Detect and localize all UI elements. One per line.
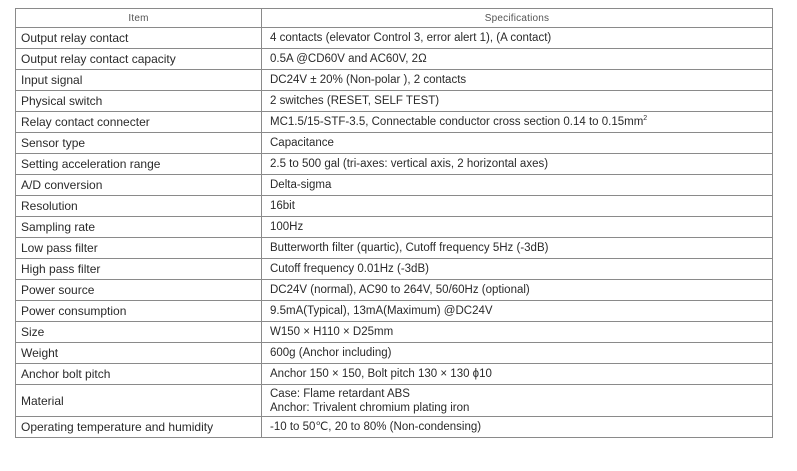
item-cell: Resolution <box>16 196 262 217</box>
item-cell: Anchor bolt pitch <box>16 364 262 385</box>
item-cell: Output relay contact capacity <box>16 49 262 70</box>
item-cell: Output relay contact <box>16 28 262 49</box>
item-cell: Low pass filter <box>16 238 262 259</box>
spec-cell: Cutoff frequency 0.01Hz (-3dB) <box>262 259 773 280</box>
spec-cell: 0.5A @CD60V and AC60V, 2Ω <box>262 49 773 70</box>
table-row <box>16 175 773 196</box>
spec-cell: DC24V (normal), AC90 to 264V, 50/60Hz (optional) <box>262 280 773 301</box>
spec-cell: W150 × H110 × D25mm <box>262 322 773 343</box>
spec-cell: 9.5mA(Typical), 13mA(Maximum) @DC24V <box>262 301 773 322</box>
table-row <box>16 28 773 49</box>
table-row <box>16 49 773 70</box>
table-row <box>16 417 773 438</box>
spec-line: Anchor: Trivalent chromium plating iron <box>270 401 470 414</box>
spec-cell: DC24V ± 20% (Non-polar ), 2 contacts <box>262 70 773 91</box>
item-cell: Weight <box>16 343 262 364</box>
superscript: 2 <box>643 115 648 123</box>
table-header-row <box>16 9 773 28</box>
spec-cell: 2 switches (RESET, SELF TEST) <box>262 91 773 112</box>
item-cell: Sensor type <box>16 133 262 154</box>
item-cell: Setting acceleration range <box>16 154 262 175</box>
item-cell: Operating temperature and humidity <box>16 417 262 438</box>
table-row <box>16 91 773 112</box>
spec-cell: 4 contacts (elevator Control 3, error alert 1), (A contact) <box>262 28 773 49</box>
table-row <box>16 133 773 154</box>
item-cell: Input signal <box>16 70 262 91</box>
specifications-table <box>15 8 773 438</box>
spec-cell: 600g (Anchor including) <box>262 343 773 364</box>
spec-cell: 100Hz <box>262 217 773 238</box>
item-cell: Power consumption <box>16 301 262 322</box>
table-row <box>16 343 773 364</box>
item-cell: Physical switch <box>16 91 262 112</box>
table-row <box>16 112 773 133</box>
spec-cell <box>262 385 773 417</box>
spec-cell: 16bit <box>262 196 773 217</box>
item-cell: Material <box>16 385 262 417</box>
table-row <box>16 322 773 343</box>
table-row <box>16 280 773 301</box>
spec-line: Case: Flame retardant ABS <box>270 387 410 400</box>
table-row <box>16 364 773 385</box>
spec-cell: 2.5 to 500 gal (tri-axes: vertical axis, 2 horizontal axes) <box>262 154 773 175</box>
table-row <box>16 217 773 238</box>
spec-cell: Anchor 150 × 150, Bolt pitch 130 × 130 ϕ10 <box>262 364 773 385</box>
table-row <box>16 259 773 280</box>
spec-cell: -10 to 50℃, 20 to 80% (Non-condensing) <box>262 417 773 438</box>
spec-cell: Capacitance <box>262 133 773 154</box>
item-cell: Power source <box>16 280 262 301</box>
table-row <box>16 70 773 91</box>
item-cell: A/D conversion <box>16 175 262 196</box>
table-row <box>16 301 773 322</box>
header-specifications: Specifications <box>262 9 773 28</box>
header-item: Item <box>16 9 262 28</box>
item-cell: High pass filter <box>16 259 262 280</box>
table-row <box>16 385 773 417</box>
spec-cell: Delta-sigma <box>262 175 773 196</box>
item-cell: Sampling rate <box>16 217 262 238</box>
table-row <box>16 154 773 175</box>
table-row <box>16 196 773 217</box>
spec-text: MC1.5/15-STF-3.5, Connectable conductor cross section 0.14 to 0.15mm <box>270 116 644 128</box>
spec-cell: Butterworth filter (quartic), Cutoff frequency 5Hz (-3dB) <box>262 238 773 259</box>
table-row <box>16 238 773 259</box>
spec-cell <box>262 112 773 133</box>
item-cell: Size <box>16 322 262 343</box>
item-cell: Relay contact connecter <box>16 112 262 133</box>
